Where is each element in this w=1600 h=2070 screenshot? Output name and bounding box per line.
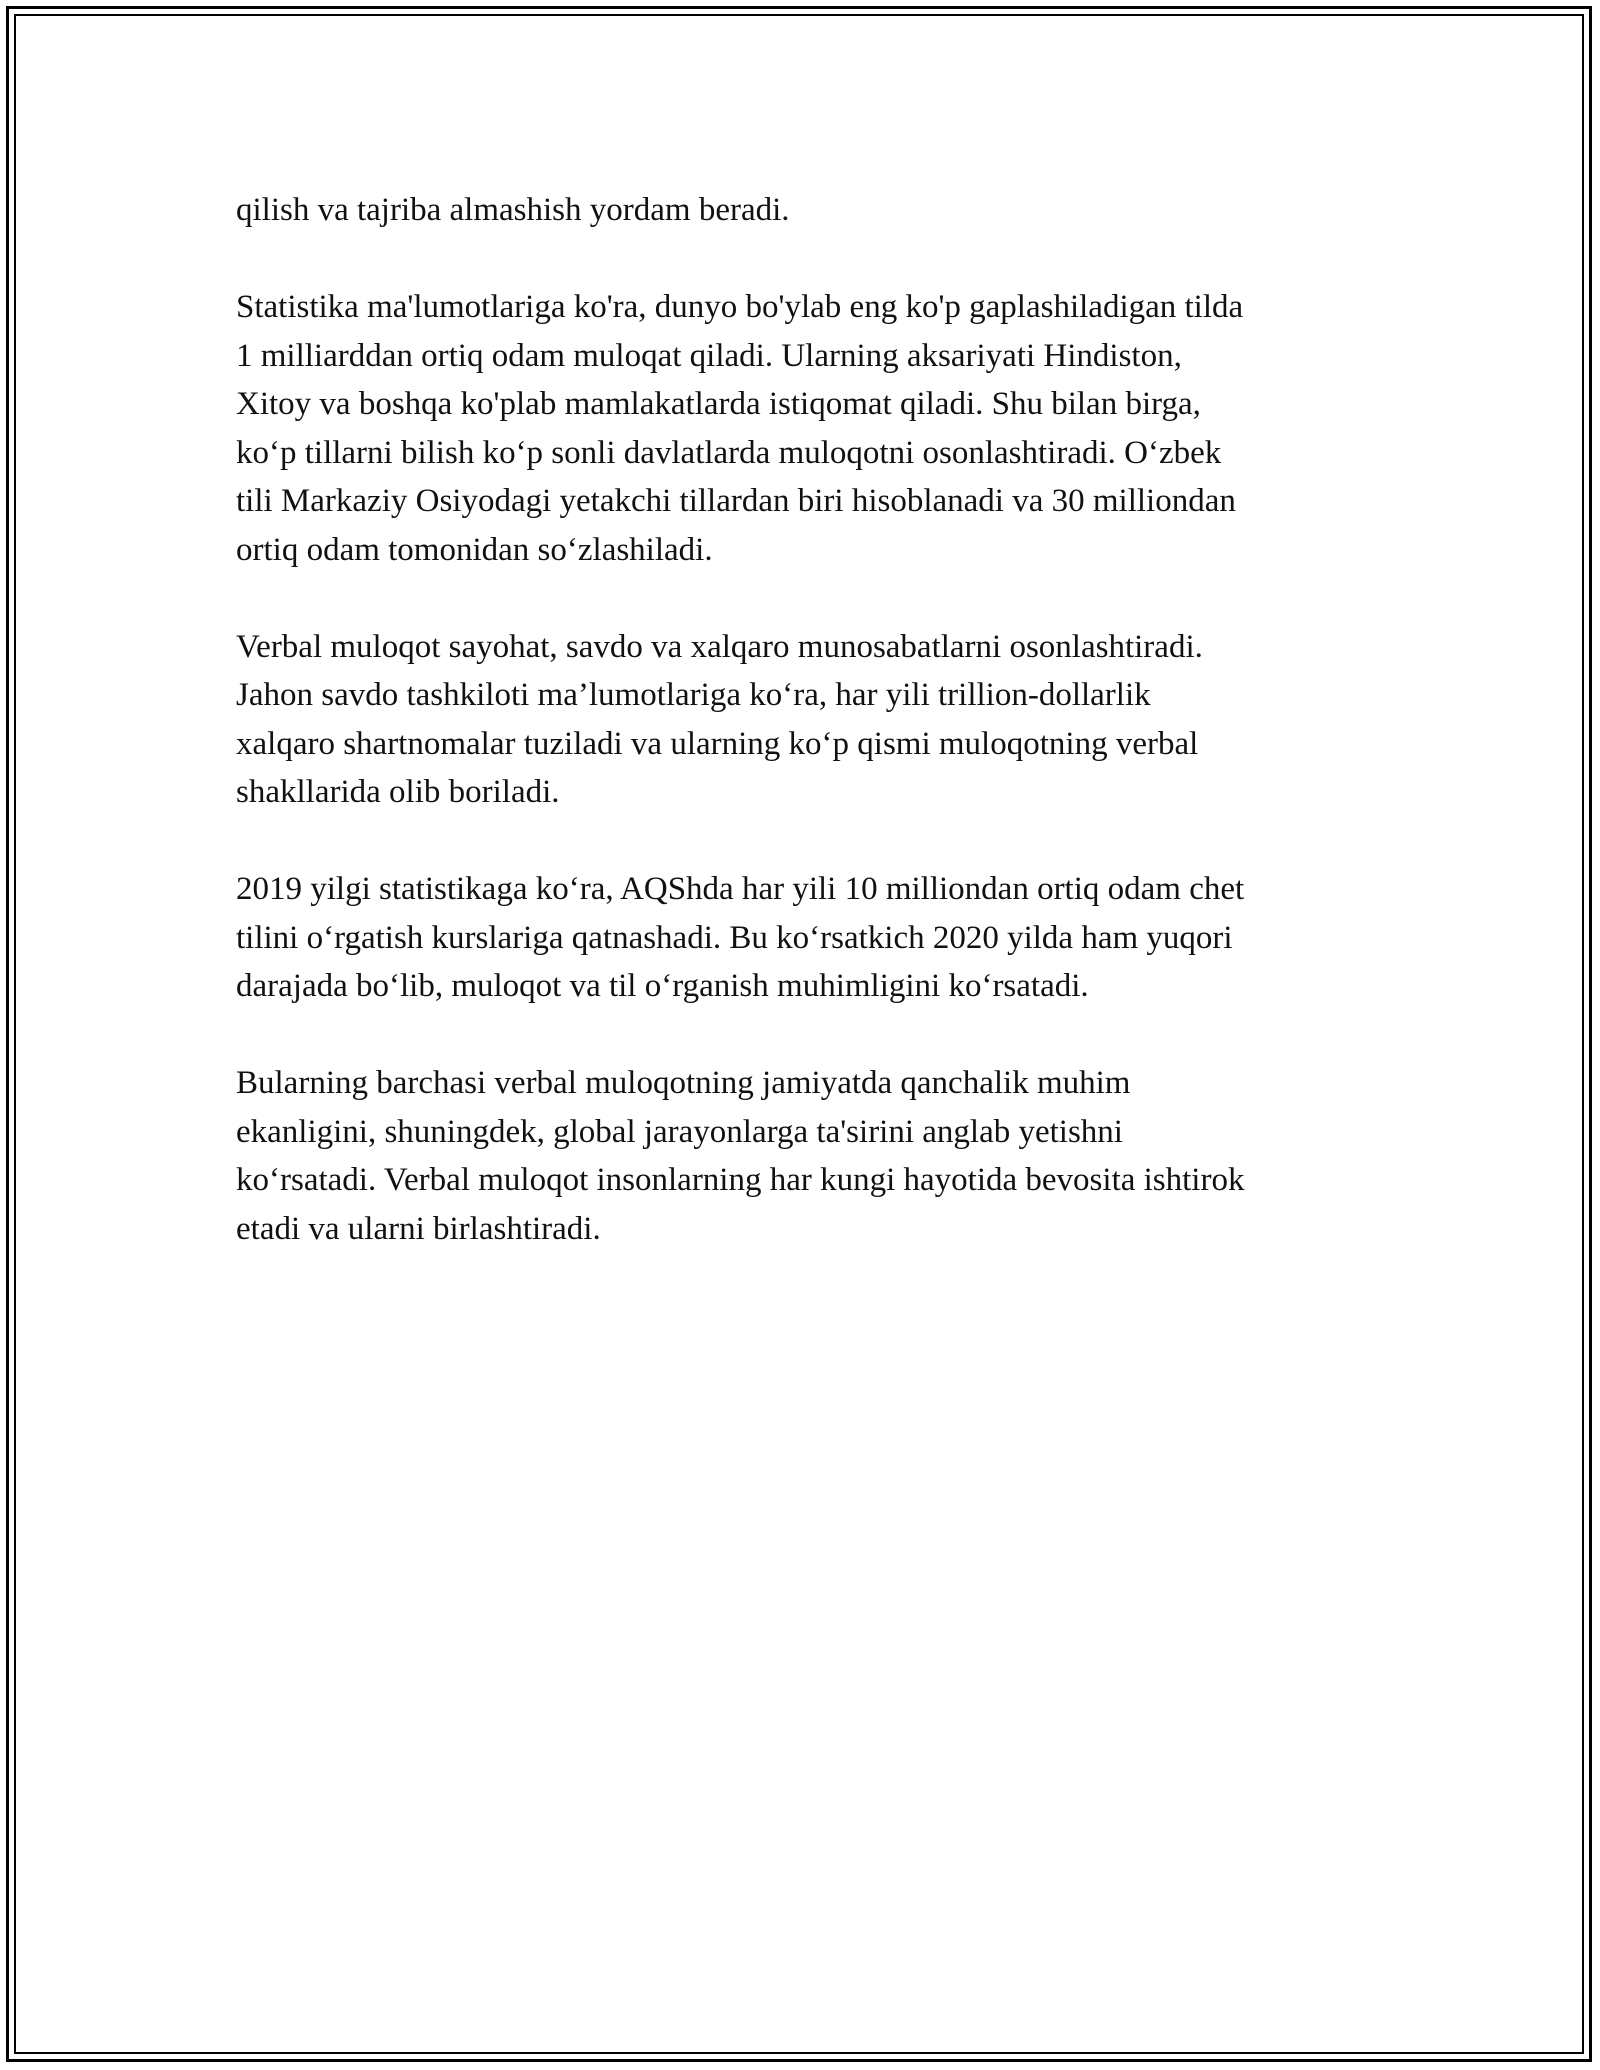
text-line: shakllarida olib boriladi. (236, 774, 560, 810)
text-line: Statistika ma'lumotlariga ko'ra, dunyo bo'ylab eng ko'p gaplashiladigan tilda (236, 289, 1244, 325)
text-line: Jahon savdo tashkiloti ma’lumotlariga ko‘ra, har yili trillion-dollarlik (236, 677, 1151, 713)
paragraph-3 (236, 623, 1406, 817)
text-line: qilish va tajriba almashish yordam beradi. (236, 192, 790, 228)
paragraph-5 (236, 1059, 1406, 1253)
text-line: ortiq odam tomonidan so‘zlashiladi. (236, 531, 713, 568)
text-line: ekanligini, shuningdek, global jarayonlarga ta'sirini anglab yetishni (236, 1113, 1123, 1150)
text-line: tilini o‘rgatish kurslariga qatnashadi. Bu ko‘rsatkich 2020 yilda ham yuqori (236, 919, 1233, 956)
paragraph-4 (236, 865, 1406, 1011)
paragraph-1 (236, 186, 1406, 235)
text-line: 2019 yilgi statistikaga ko‘ra, AQShda har yili 10 milliondan ortiq odam chet (236, 871, 1245, 907)
text-line: Verbal muloqot sayohat, savdo va xalqaro munosabatlarni osonlashtiradi. (236, 628, 1203, 665)
text-line: darajada bo‘lib, muloqot va til o‘rganish muhimligini ko‘rsatadi. (236, 968, 1089, 1004)
text-line: 1 milliarddan ortiq odam muloqat qiladi. Ularning aksariyati Hindiston, (236, 337, 1182, 374)
text-line: tili Markaziy Osiyodagi yetakchi tillardan biri hisoblanadi va 30 milliondan (236, 483, 1236, 519)
text-line: Bularning barchasi verbal muloqotning jamiyatda qanchalik muhim (236, 1065, 1131, 1101)
text-line: ko‘p tillarni bilish ko‘p sonli davlatlarda muloqotni osonlashtiradi. O‘zbek (236, 434, 1222, 471)
paragraph-2 (236, 283, 1406, 574)
text-line: etadi va ularni birlashtiradi. (236, 1210, 601, 1247)
text-line: Xitoy va boshqa ko'plab mamlakatlarda istiqomat qiladi. Shu bilan birga, (236, 386, 1201, 422)
text-line: xalqaro shartnomalar tuziladi va ularning ko‘p qismi muloqotning verbal (236, 725, 1199, 762)
document-body (236, 186, 1406, 1253)
text-line: ko‘rsatadi. Verbal muloqot insonlarning har kungi hayotida bevosita ishtirok (236, 1162, 1245, 1198)
